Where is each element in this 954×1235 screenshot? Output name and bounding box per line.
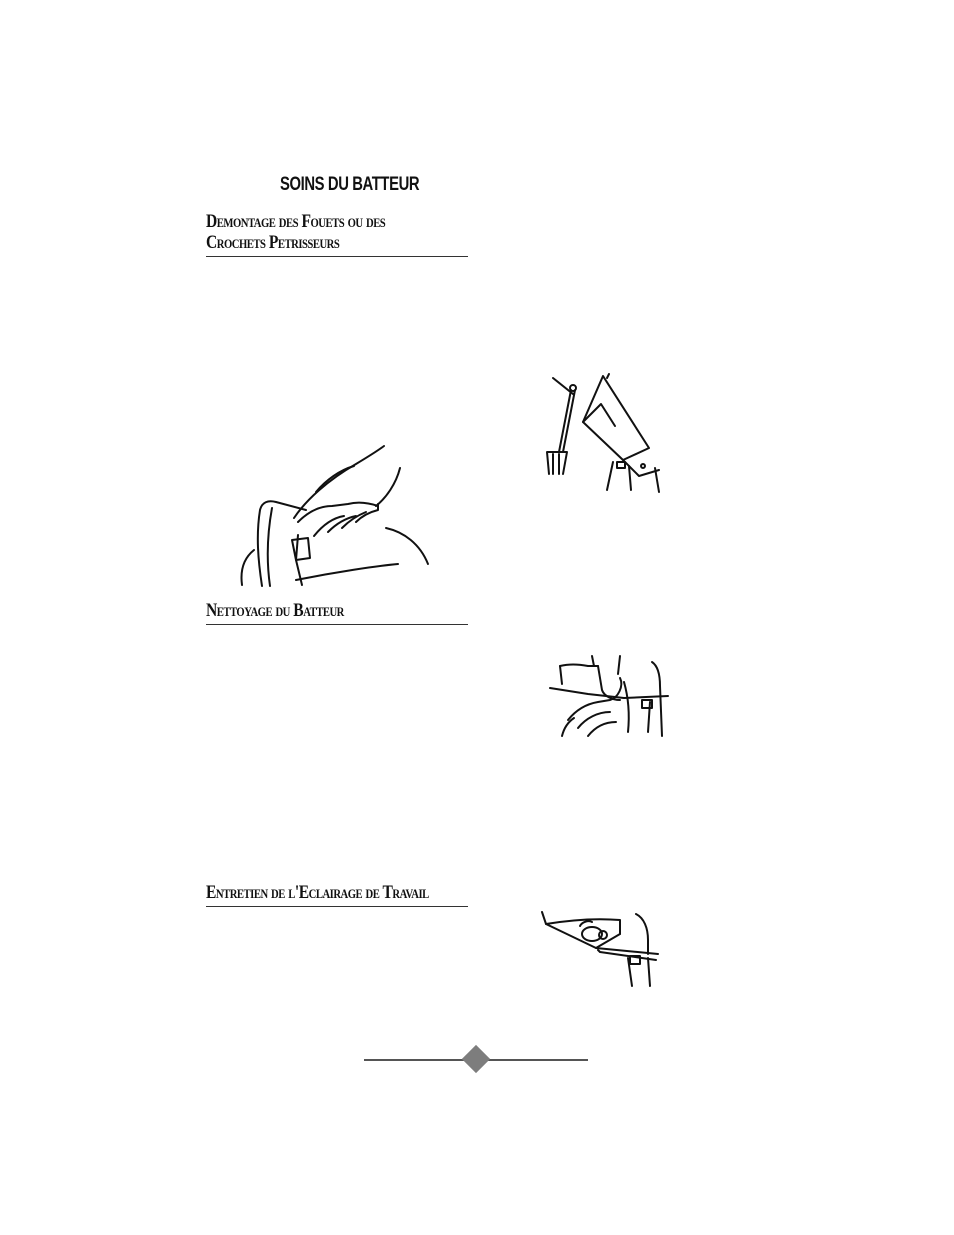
footer-rule-left — [364, 1059, 468, 1061]
section-heading-removal — [206, 211, 468, 257]
page-title: SOINS DU BATTEUR — [280, 174, 420, 195]
hand-removing-beater-icon — [236, 440, 436, 590]
hand-cleaning-mixer-icon — [548, 656, 668, 738]
heading-line-1: Demontage des Fouets ou des — [206, 211, 386, 232]
heading-line-2: Crochets Petrisseurs — [206, 232, 340, 253]
section-heading-cleaning: Nettoyage du Batteur — [206, 600, 468, 625]
work-light-bulb-icon — [540, 910, 662, 990]
footer-rule-right — [484, 1059, 588, 1061]
beater-attached-icon — [543, 374, 663, 494]
section-heading-work-light: Entretien de l'Eclairage de Travail — [206, 882, 468, 907]
footer-diamond-ornament — [462, 1045, 490, 1073]
